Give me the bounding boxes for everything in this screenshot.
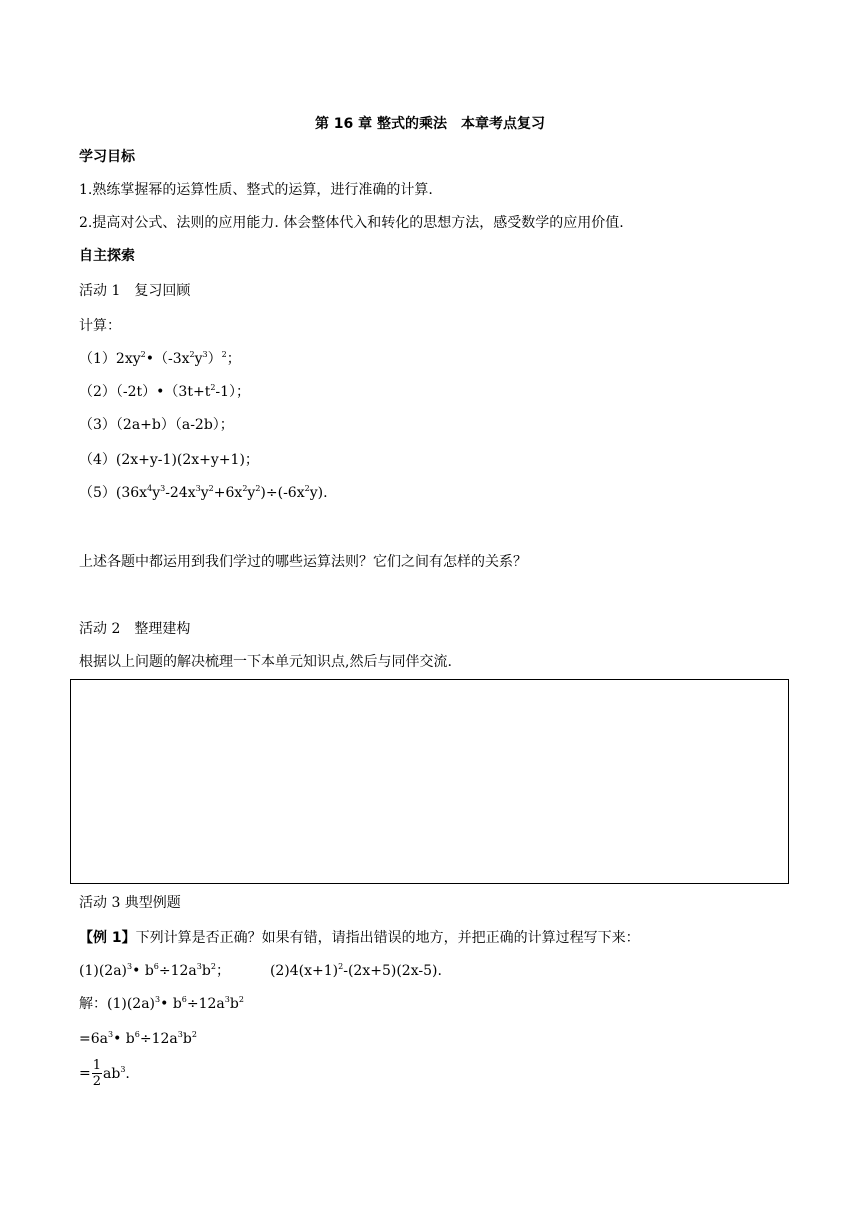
expr-text: y [247,485,256,501]
problem-5 [79,484,328,502]
exponent: 3 [196,962,202,971]
activity-1-heading: 活动 1 复习回顾 [79,283,191,299]
expr-text: y [200,485,209,501]
problem-3: （3）（2a+b）（a-2b）； [79,417,234,433]
exponent: 3 [127,962,133,971]
solution-line-2 [79,1030,197,1048]
section-heading-explore: 自主探索 [79,248,135,264]
expr-text: （5）(36x [79,485,148,501]
exponent: 2 [210,383,216,392]
expr-text: y). [309,485,328,501]
example-1 [79,929,640,947]
exponent: 6 [181,995,187,1004]
expr-text: （2）（-2t）•（3t+t [79,384,211,400]
solution-line-3 [79,1058,130,1089]
goal-item-2: 2.提高对公式、法则的应用能力. 体会整体代入和转化的思想方法，感受数学的应用价值. [79,215,624,231]
expr-text: (1)(2a) [79,963,128,979]
fraction [92,1058,102,1089]
expr-text: )÷(-6x [260,485,305,501]
expr-text: -1）； [215,384,251,400]
exponent: 2 [338,962,344,971]
expr-text: •（-3x [145,351,190,367]
exponent: 2 [304,484,310,493]
exponent: 6 [153,962,159,971]
example-item-2 [270,963,442,979]
solution-line-1 [79,995,244,1013]
exponent: 2 [255,484,261,493]
exponent: 2 [140,350,146,359]
goal-item-1: 1.熟练掌握幂的运算性质、整式的运算，进行准确的计算. [79,182,433,198]
exponent: 3 [224,995,230,1004]
exponent: 3 [155,995,161,1004]
expr-text: ； [226,351,241,367]
expr-text: +6x [213,485,243,501]
example-items [79,962,442,980]
expr-text: ab [103,1065,121,1082]
equals-sign: = [79,1065,91,1082]
exponent: 3 [107,1030,114,1039]
expr-text: b [182,1031,192,1047]
exponent: 3 [120,1064,126,1074]
problem-2 [79,383,250,401]
expr-text: . [125,1065,130,1082]
expr-text: (2)4(x+1) [269,963,339,979]
exponent: 2 [242,484,248,493]
expr-text: 解：(1)(2a) [79,996,156,1012]
fraction-denominator: 2 [92,1074,102,1089]
exponent: 2 [189,350,195,359]
exponent: 3 [177,1030,183,1039]
calc-label: 计算： [79,318,121,334]
fraction-numerator: 1 [92,1058,102,1073]
activity-3-heading: 活动 3 典型例题 [79,895,181,911]
exponent: 2 [191,1030,197,1039]
expr-text: • b [113,1031,135,1047]
problem-1 [79,350,241,368]
page-title: 第 16 章 整式的乘法 本章考点复习 [314,116,546,132]
expr-text: -(2x+5)(2x-5). [343,963,442,979]
expr-text: • b [132,963,154,979]
expr-text: ÷12a [139,1031,178,1047]
expr-text: =6a [79,1031,108,1047]
exponent: 3 [202,350,208,359]
review-question: 上述各题中都运用到我们学过的哪些运算法则？它们之间有怎样的关系？ [79,554,527,570]
activity-2-text: 根据以上问题的解决梳理一下本单元知识点,然后与同伴交流. [79,654,452,670]
exponent: 2 [210,962,216,971]
activity-2-heading: 活动 2 整理建构 [79,621,191,637]
expr-text: ÷12a [158,963,197,979]
expr-text: • b [160,996,182,1012]
section-heading-goals: 学习目标 [79,149,135,165]
exponent: 6 [134,1030,140,1039]
example-1-tag: 【例 1】 [79,930,136,946]
exponent: 3 [195,484,201,493]
expr-text: ÷12a [186,996,225,1012]
expr-text: ； [215,963,230,979]
expr-text: ） [207,351,222,367]
expr-text: y [152,485,161,501]
expr-text: b [229,996,239,1012]
exponent: 2 [238,995,244,1004]
expr-text: -24x [165,485,196,501]
solution-result [103,1066,130,1082]
exponent: 3 [160,484,166,493]
expr-text: y [194,351,203,367]
exponent: 2 [221,350,227,359]
problem-4: （4）(2x+y-1)(2x+y+1)； [79,452,259,468]
exponent: 4 [147,484,153,493]
example-1-text: 下列计算是否正确？如果有错，请指出错误的地方，并把正确的计算过程写下来： [135,930,640,946]
example-item-1 [79,963,230,979]
knowledge-summary-box[interactable] [70,679,789,884]
expr-text: （1）2xy [79,351,141,367]
exponent: 2 [208,484,214,493]
expr-text: b [201,963,211,979]
